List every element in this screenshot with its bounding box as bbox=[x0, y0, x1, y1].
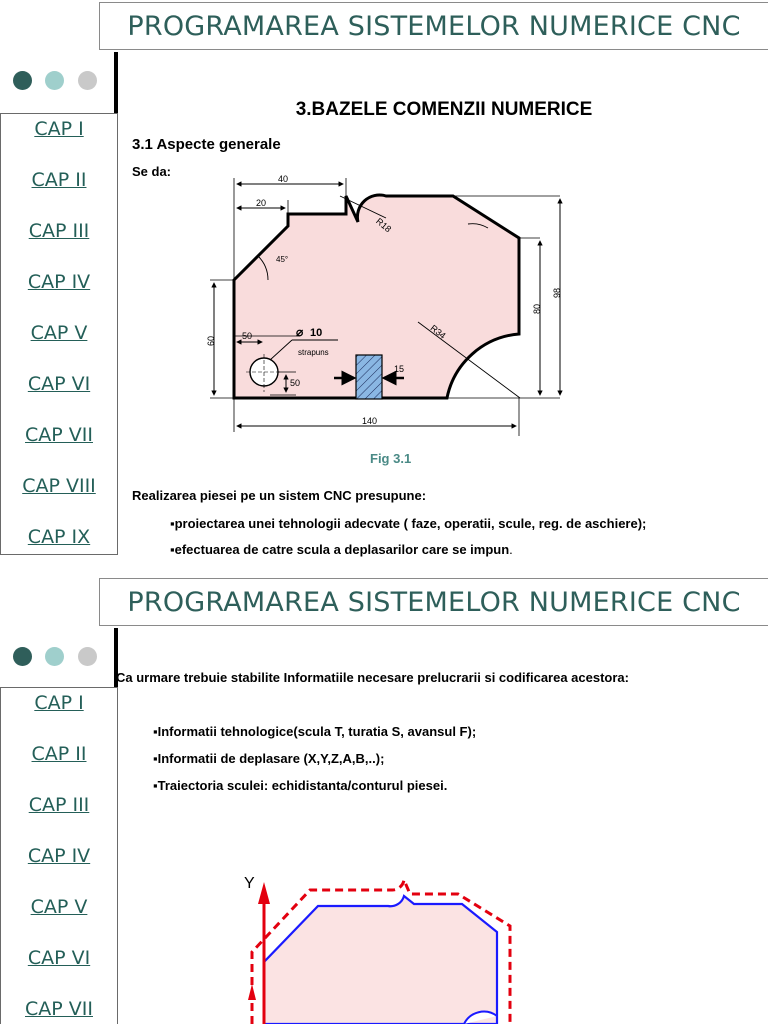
nav-cap-4[interactable]: CAP IV bbox=[27, 845, 91, 867]
bullet-1: ▪proiectarea unei tehnologii adecvate ( faze, operatii, scule, reg. de aschiere); bbox=[170, 516, 647, 531]
dim-60-label: 60 bbox=[206, 335, 216, 346]
angle-45-label: 45° bbox=[276, 255, 289, 264]
toolpath-diagram bbox=[0, 576, 768, 1024]
r34-label: R34 bbox=[428, 322, 448, 341]
nav-cap-6[interactable]: CAP VI bbox=[27, 947, 91, 969]
dim-20-label: 20 bbox=[256, 198, 267, 208]
nav-cap-3[interactable]: CAP III bbox=[28, 794, 90, 816]
y-axis-label: Y bbox=[244, 875, 255, 892]
info-bullet-1: ▪Informatii tehnologice(scula T, turatia S, avansul F); bbox=[153, 724, 477, 739]
dim-140-label: 140 bbox=[362, 416, 378, 426]
r18-label: R18 bbox=[374, 216, 394, 235]
nav-cap-1[interactable]: CAP I bbox=[34, 118, 84, 140]
bullet-2 bbox=[170, 542, 513, 557]
bullet-2-text: ▪efectuarea de catre scula a deplasarilor care se impun bbox=[170, 542, 510, 557]
paragraph: Realizarea piesei pe un sistem CNC presupune: bbox=[132, 488, 427, 503]
dim-15-label: 15 bbox=[394, 364, 405, 374]
dim-80-label: 80 bbox=[532, 303, 542, 314]
nav-cap-7[interactable]: CAP VII bbox=[25, 424, 93, 446]
nav-cap-5[interactable]: CAP V bbox=[30, 896, 88, 918]
info-bullet-3: ▪Traiectoria sculei: echidistanta/conturul piesei. bbox=[153, 778, 448, 793]
subheading: 3.1 Aspecte generale bbox=[132, 136, 281, 153]
dim-50h-label: 50 bbox=[242, 331, 253, 341]
slot bbox=[356, 355, 382, 399]
nav-cap-2[interactable]: CAP II bbox=[31, 169, 87, 191]
dim-40-label: 40 bbox=[278, 174, 289, 184]
slide-title: PROGRAMAREA SISTEMELOR NUMERICE CNC bbox=[127, 11, 741, 42]
nav-cap-8[interactable]: CAP VIII bbox=[22, 475, 96, 497]
slide-2 bbox=[0, 576, 768, 1024]
strapuns-label: strapuns bbox=[298, 348, 329, 357]
intro-text: Ca urmare trebuie stabilite Informatiile necesare prelucrarii si codificarea acestora: bbox=[116, 670, 629, 685]
nav-cap-4[interactable]: CAP IV bbox=[27, 271, 91, 293]
diameter-icon: ⌀ bbox=[296, 325, 304, 339]
slide-title: PROGRAMAREA SISTEMELOR NUMERICE CNC bbox=[127, 587, 741, 618]
info-bullet-2: ▪Informatii de deplasare (X,Y,Z,A,B,..); bbox=[153, 751, 385, 766]
nav-cap-5[interactable]: CAP V bbox=[30, 322, 88, 344]
nav-cap-3[interactable]: CAP III bbox=[28, 220, 90, 242]
dim-50v-label: 50 bbox=[290, 378, 301, 388]
dim-98-label: 98 bbox=[552, 287, 562, 298]
section-heading: 3.BAZELE COMENZII NUMERICE bbox=[295, 99, 593, 120]
nav-cap-1[interactable]: CAP I bbox=[34, 692, 84, 714]
nav-cap-6[interactable]: CAP VI bbox=[27, 373, 91, 395]
hole-diameter-label: 10 bbox=[310, 327, 323, 339]
se-da-label: Se da: bbox=[132, 164, 172, 179]
figure-caption: Fig 3.1 bbox=[370, 451, 412, 466]
bullet-2-end: . bbox=[509, 542, 513, 557]
slide-separator bbox=[0, 566, 768, 576]
nav-cap-7[interactable]: CAP VII bbox=[25, 998, 93, 1020]
nav-cap-2[interactable]: CAP II bbox=[31, 743, 87, 765]
nav-cap-9[interactable]: CAP IX bbox=[27, 526, 91, 548]
